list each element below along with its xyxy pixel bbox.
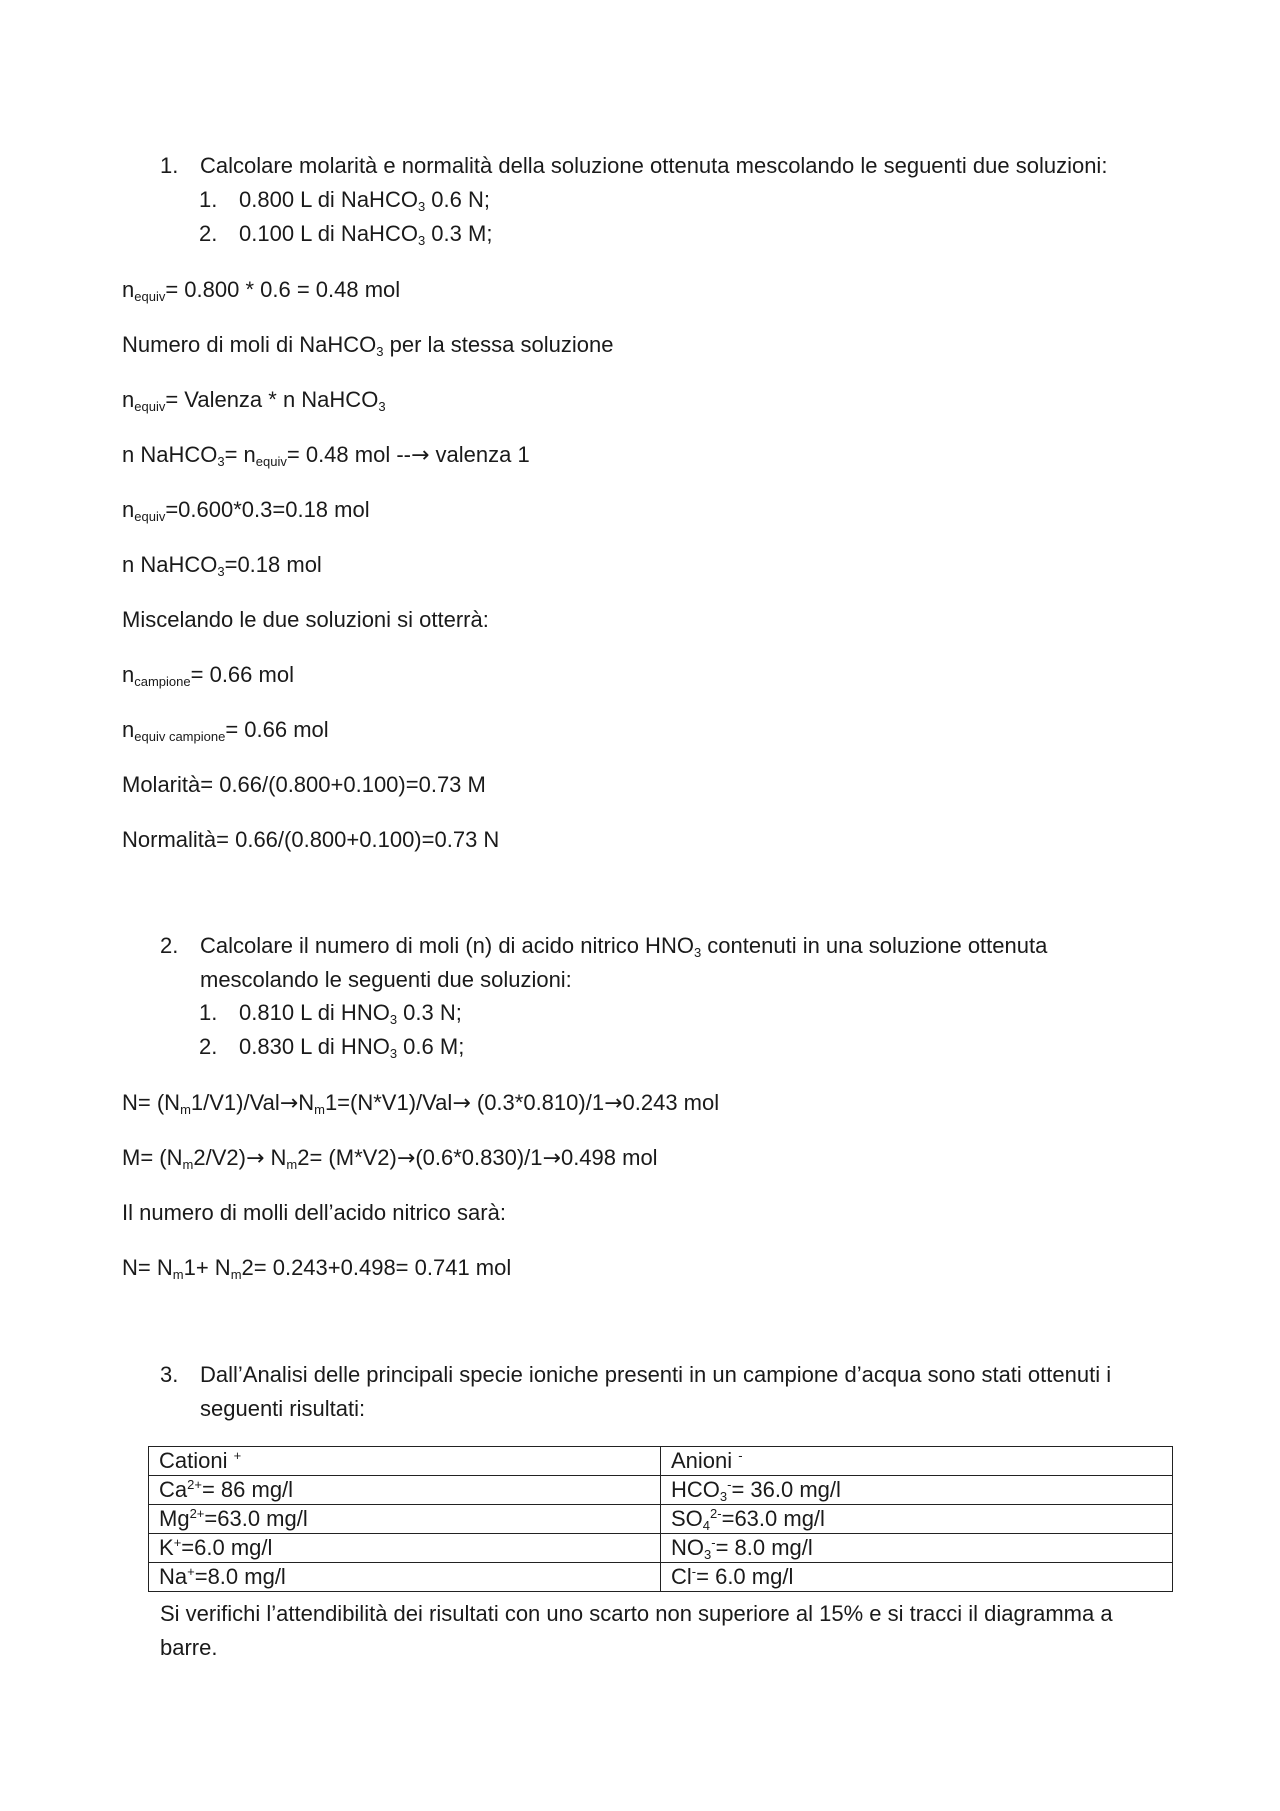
cation-cell: K+=6.0 mg/l [149,1534,661,1563]
problem-3-heading: 3. Dall’Analisi delle principali specie ioniche presenti in un campione d’acqua sono stati ottenuti i [160,1362,1112,1387]
p1-line-10: Molarità= 0.66/(0.800+0.100)=0.73 M [122,772,486,797]
problem-2-item-1: 1. 0.810 L di $HNO_3$ 0.3 N; [199,1000,462,1027]
p1-line-2: Numero di moli di NaHCO$_3$ per la stessa soluzione [122,332,614,359]
table-row [149,1563,1173,1592]
ion-table [148,1446,1173,1592]
table-header-row [149,1447,1173,1476]
problem-1-heading: 1. Calcolare molarità e normalità della soluzione ottenuta mescolando le seguenti due soluzioni: [160,153,1108,178]
p2-line-4: $N= N_m1+ N_m2= 0.243+0.498= 0.741$ mol [122,1255,512,1282]
cation-cell: Na+=8.0 mg/l [149,1563,661,1592]
anion-cell: Cl-= 6.0 mg/l [661,1563,1173,1592]
p2-line-2: $M= (N_m2/V2)\to N_m2= (M*V2)\to(0.6*0.830)/1\to 0.498$ mol [122,1145,658,1172]
cation-cell: $Mg^{2+}=63.0$ mg/l [149,1505,661,1534]
p1-line-8: $n_{campione}= 0.66$ mol [122,662,294,689]
p2-line-3: Il numero di molli dell’acido nitrico sarà: [122,1200,506,1225]
p1-line-3: $n_{equiv}=$ Valenza * n NaHCO$_3$ [122,387,386,414]
arrow-icon: → [245,1146,265,1171]
anion-cell: $NO_3^-= 8.0$ mg/l [661,1534,1173,1563]
arrow-icon: → [452,1091,471,1116]
p1-line-7: Miscelando le due soluzioni si otterrà: [122,607,489,632]
anion-cell: $HCO_3^-= 36.0$ mg/l [661,1476,1173,1505]
cations-header: Cationi + [149,1447,661,1476]
problem-2-heading: 2. Calcolare il numero di moli (n) di acido nitrico $HNO_3$ contenuti in una soluzione ottenuta [160,933,1048,960]
p1-line-1: $n_{equiv}= 0.800 * 0.6 = 0.48$ mol [122,277,401,304]
p1-line-4: n NaHCO$_3$= $n_{equiv}= 0.48$ mol --→ valenza 1 [122,442,530,469]
arrow-icon: → [396,1146,416,1171]
problem-3-footer-cont: barre. [160,1635,218,1660]
arrow-icon: → [279,1091,299,1116]
table-row [149,1505,1173,1534]
anion-cell: $SO_4^{2-}=63.0$ mg/l [661,1505,1173,1534]
problem-3-footer: Si verifichi l’attendibilità dei risultati con uno scarto non superiore al 15% e si tracci il diagramma a [160,1601,1113,1626]
table-row [149,1476,1173,1505]
arrow-icon: → [410,443,430,468]
problem-3-heading-cont: seguenti risultati: [200,1396,366,1421]
cation-cell: $Ca^{2+}= 86$ mg/l [149,1476,661,1505]
anions-header: Anioni - [661,1447,1173,1476]
problem-2-item-2: 2. 0.830 L di $HNO_3$ 0.6 M; [199,1034,465,1061]
p1-line-9: $n_{equiv campione}= 0.66$ mol [122,717,329,744]
arrow-icon: → [604,1091,623,1116]
p1-line-11: Normalità= 0.66/(0.800+0.100)=0.73 N [122,827,500,852]
problem-2-heading-cont: mescolando le seguenti due soluzioni: [200,967,572,992]
p1-line-5: $n_{equiv}=0.600*0.3=0.18$ mol [122,497,370,524]
problem-1-item-2: 2. 0.100 L di NaHCO$_3$ 0.3 M; [199,221,493,248]
table-row [149,1534,1173,1563]
p1-line-6: n NaHCO$_3$=0.18 mol [122,552,322,579]
p2-line-1: $N= (N_m1/V1)/Val\to N_m1=(N*V1)/Val\to (0.3*0.810)/1\to 0.243$ mol [122,1090,720,1117]
problem-1-item-1: 1. 0.800 L di NaHCO$_3$ 0.6 N; [199,187,490,214]
arrow-icon: → [542,1146,561,1171]
